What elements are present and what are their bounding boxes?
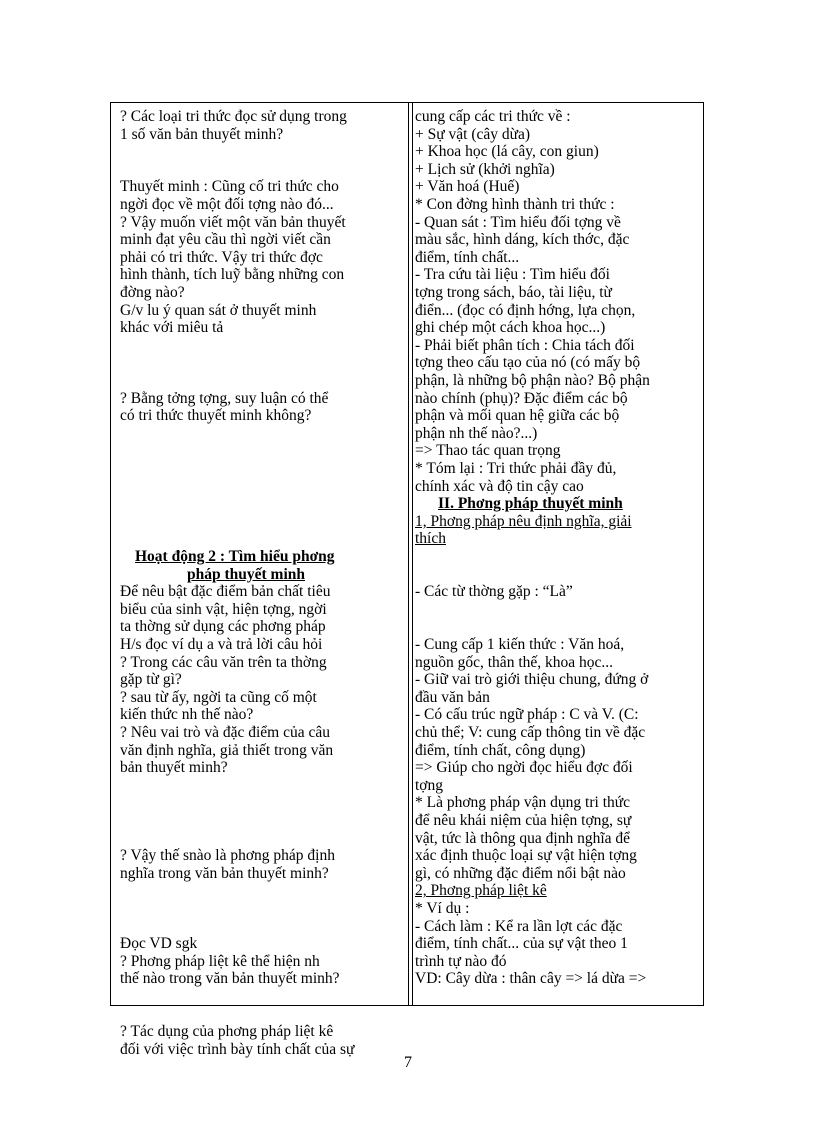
left-column-line: ? Các loại tri thức đọc sử dụng trong <box>120 108 347 125</box>
left-column-line: kiến thức nh thế nào? <box>120 706 254 724</box>
right-column-line: điển... (đọc có định hớng, lựa chọn, <box>415 301 636 319</box>
right-column-line: + Sự vật (cây dừa) <box>415 125 531 143</box>
right-column-line: - Cung cấp 1 kiến thức : Văn hoá, <box>415 636 625 653</box>
right-column-line: * Ví dụ : <box>415 900 470 917</box>
right-column-line: chủ thể; V: cung cấp thông tin về đặc <box>415 724 646 741</box>
left-column-line: ? Vậy muốn viết một văn bản thuyết <box>120 213 346 231</box>
right-column-line: phận nh thế nào?...) <box>415 424 538 442</box>
left-column-line: phải có tri thức. Vậy tri thức đợc <box>120 248 323 266</box>
left-column-line: ? Nêu vai trò và đặc điểm của câu <box>120 724 331 741</box>
left-column-line: minh đạt yêu cầu thì ngời viết cần <box>120 231 331 249</box>
left-column-line: Để nêu bật đặc điểm bản chất tiêu <box>120 583 331 601</box>
left-column-line: Hoạt động 2 : Tìm hiểu phơng <box>135 548 335 565</box>
right-column-line: => Thao tác quan trọng <box>415 442 561 460</box>
right-column-line: VD: Cây dừa : thân cây => lá dừa => <box>415 970 647 988</box>
right-column-line: xác định thuộc loại sự vật hiện tợng <box>415 847 637 865</box>
right-column-line: - Cách làm : Kể ra lần lợt các đặc <box>415 917 623 935</box>
column-divider-inner <box>412 103 413 1005</box>
page-number: 7 <box>404 1054 412 1071</box>
right-column-line: phận, là những bộ phận nào? Bộ phận <box>415 372 650 389</box>
left-column-line: ta thờng sử dụng các phơng pháp <box>120 618 326 636</box>
left-column-line: ? Tác dụng của phơng pháp liệt kê <box>120 1023 334 1041</box>
right-column-line: nguồn gốc, thân thế, khoa học... <box>415 653 614 671</box>
right-column-line: - Có cấu trúc ngữ pháp : C và V. (C: <box>415 706 639 724</box>
left-column-line: Đọc VD sgk <box>120 935 198 953</box>
left-column-line: ? Trong các câu văn trên ta thờng <box>120 653 327 671</box>
left-column-line: hình thành, tích luỹ bằng những con <box>120 266 345 284</box>
right-column-line: + Văn hoá (Huế) <box>415 178 520 196</box>
right-column-line: - Quan sát : Tìm hiểu đối tợng về <box>415 213 621 231</box>
right-column-line: nào chính (phụ)? Đặc điểm các bộ <box>415 389 628 407</box>
right-column-line: màu sắc, hình dáng, kích thớc, đặc <box>415 231 630 249</box>
right-column-line: II. Phơng pháp thuyết minh <box>438 495 623 513</box>
column-divider <box>408 103 409 1005</box>
left-column-line: ? sau từ ấy, ngời ta cũng cố một <box>120 688 317 706</box>
right-column-line: gì, có những đặc điểm nổi bật nào <box>415 864 626 882</box>
left-column-line: đờng nào? <box>120 284 185 301</box>
left-column-line: ? Bằng tởng tợng, suy luận có thể <box>120 389 329 407</box>
left-column-line: khác với miêu tả <box>120 319 224 337</box>
left-column-line: thế nào trong văn bản thuyết minh? <box>120 970 340 988</box>
right-column-line: 1, Phơng pháp nêu định nghĩa, giải <box>415 512 632 530</box>
left-column-line: biểu của sinh vật, hiện tợng, ngời <box>120 600 327 618</box>
left-column-line: ? Vậy thế snào là phơng pháp định <box>120 847 335 865</box>
left-column-line: bản thuyết minh? <box>120 759 228 777</box>
left-column-line: có tri thức thuyết minh không? <box>120 407 312 425</box>
right-column-line: phận và mối quan hệ giữa các bộ <box>415 407 620 425</box>
left-column-line: nghĩa trong văn bản thuyết minh? <box>120 864 329 882</box>
left-column-line: 1 số văn bản thuyết minh? <box>120 125 284 143</box>
right-column-line: - Giữ vai trò giới thiệu chung, đứng ở <box>415 671 649 689</box>
right-column-line: ghi chép một cách khoa học...) <box>415 319 606 337</box>
right-column-line: tợng trong sách, báo, tài liệu, từ <box>415 284 612 301</box>
left-column-line: đối với việc trình bày tính chất của sự <box>120 1040 355 1058</box>
right-column-line: - Tra cứu tài liệu : Tìm hiểu đối <box>415 266 610 284</box>
left-column-line: Thuyết minh : Cũng cố tri thức cho <box>120 178 339 196</box>
right-column-line: đầu văn bản <box>415 688 490 706</box>
left-column-line: ? Phơng pháp liệt kê thể hiện nh <box>120 952 320 970</box>
right-column-line: điểm, tính chất... của sự vật theo 1 <box>415 935 628 953</box>
right-column-line: tợng <box>415 776 444 794</box>
left-column-line: văn định nghĩa, giả thiết trong văn <box>120 741 334 759</box>
right-column-line: chính xác và độ tin cậy cao <box>415 477 584 495</box>
right-column-line: + Lịch sử (khởi nghĩa) <box>415 160 555 178</box>
right-column-line: + Khoa học (lá cây, con giun) <box>415 143 599 161</box>
right-column-line: => Giúp cho ngời đọc hiểu đợc đối <box>415 759 633 777</box>
right-column-line: 2, Phơng pháp liệt kê <box>415 882 547 900</box>
right-column-line: tợng theo cấu tạo của nó (có mấy bộ <box>415 354 641 372</box>
left-column-line: G/v lu ý quan sát ở thuyết minh <box>120 301 317 319</box>
right-column-line: * Tóm lại : Tri thức phải đầy đủ, <box>415 460 617 477</box>
right-column-line: điểm, tính chất, công dụng) <box>415 741 586 759</box>
right-column-line: cung cấp các tri thức về : <box>415 108 571 125</box>
left-column-line: H/s đọc ví dụ a và trả lời câu hỏi <box>120 636 323 653</box>
right-column-line: * Là phơng pháp vận dụng tri thức <box>415 794 631 812</box>
left-column-line: pháp thuyết minh <box>187 565 306 583</box>
left-column-line: gặp từ gì? <box>120 671 182 689</box>
right-column-line: - Các từ thờng gặp : “Là” <box>415 583 573 601</box>
right-column-line: thích <box>415 530 446 548</box>
right-column-line: để nêu khái niệm của hiện tợng, sự <box>415 812 632 829</box>
two-column-table <box>110 102 704 1058</box>
right-column-line: - Phải biết phân tích : Chia tách đối <box>415 336 635 354</box>
left-column-line: ngời đọc về một đối tợng nào đó... <box>120 196 334 213</box>
right-column-line: trình tự nào đó <box>415 952 507 970</box>
right-column-line: * Con đờng hình thành tri thức : <box>415 196 615 213</box>
right-column-line: điểm, tính chất... <box>415 248 520 266</box>
right-column-line: vật, tức là thông qua định nghĩa để <box>415 829 631 847</box>
